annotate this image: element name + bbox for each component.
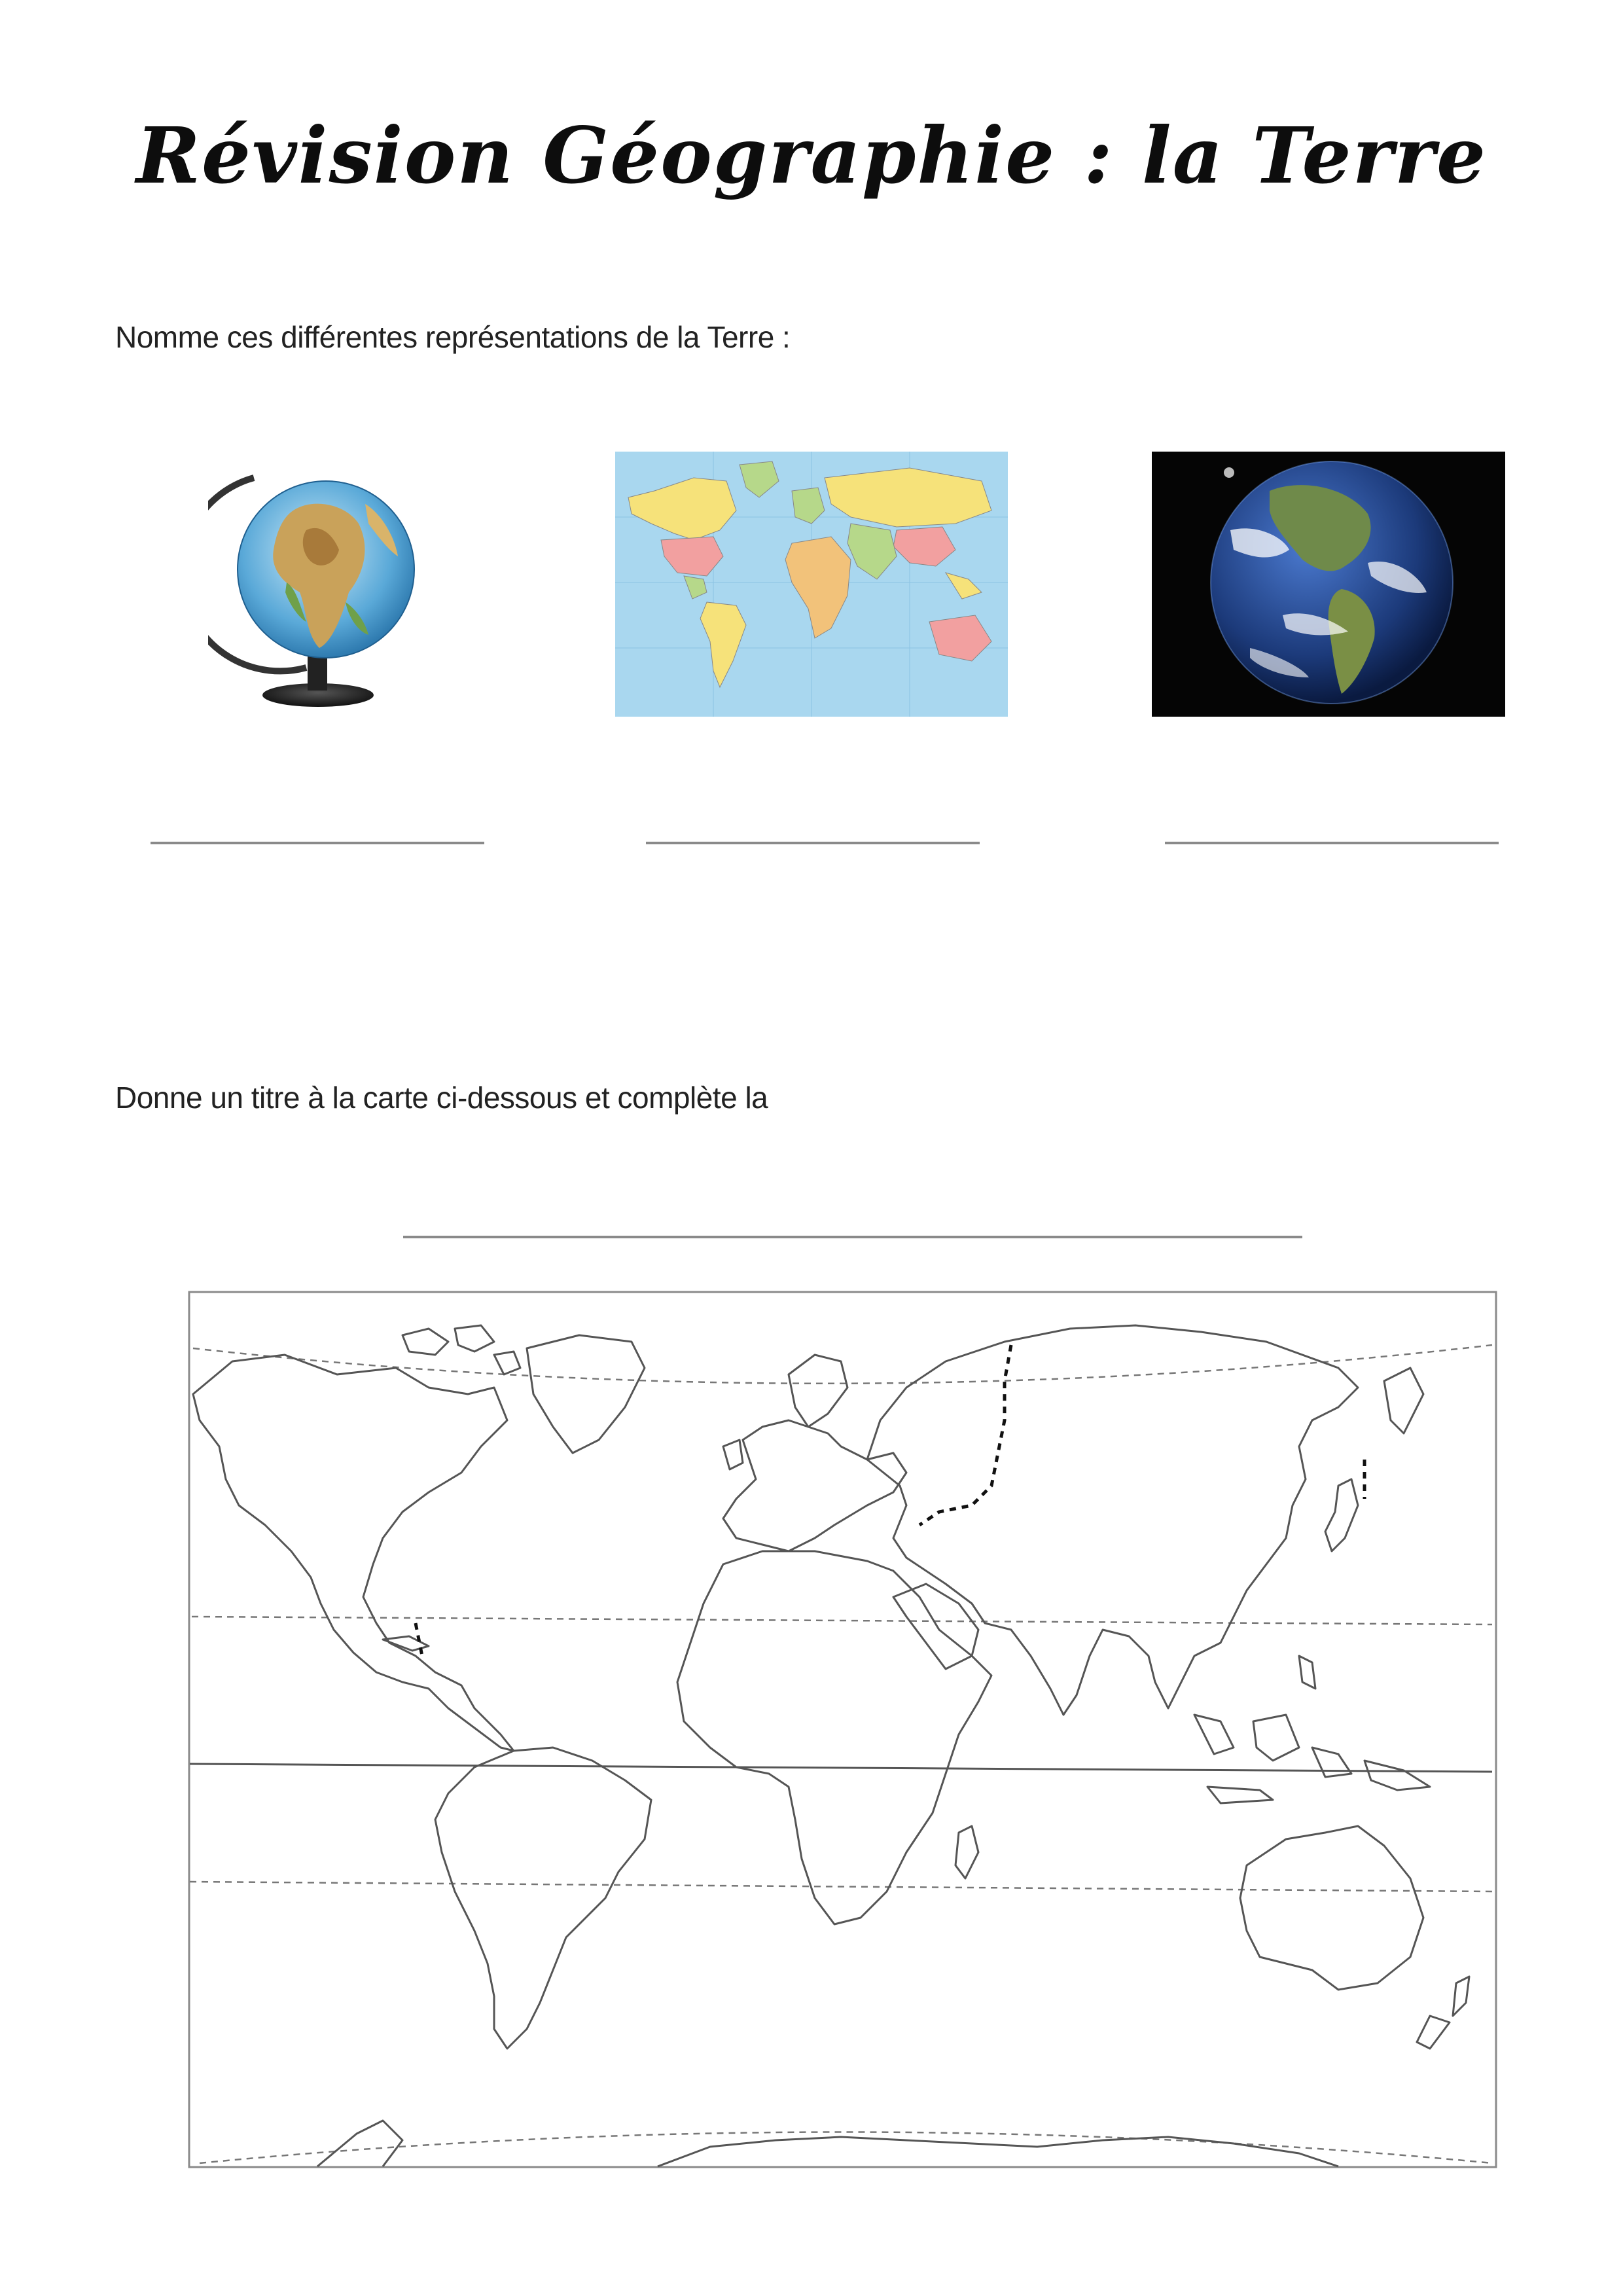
- instruction-map-title: Donne un titre à la carte ci-dessous et complète la: [115, 1081, 768, 1115]
- satellite-earth-image: [1152, 452, 1505, 717]
- instruction-representations: Nomme ces différentes représentations de la Terre :: [115, 320, 791, 354]
- map-title-line[interactable]: [403, 1236, 1302, 1238]
- worksheet-title: Révision Géographie : la Terre: [135, 110, 1488, 201]
- globe-image: [208, 452, 424, 713]
- answer-line-2[interactable]: [646, 842, 980, 844]
- planisphere-image: [615, 452, 1008, 717]
- blank-world-map: [187, 1289, 1499, 2170]
- answer-line-3[interactable]: [1165, 842, 1499, 844]
- answer-line-1[interactable]: [151, 842, 484, 844]
